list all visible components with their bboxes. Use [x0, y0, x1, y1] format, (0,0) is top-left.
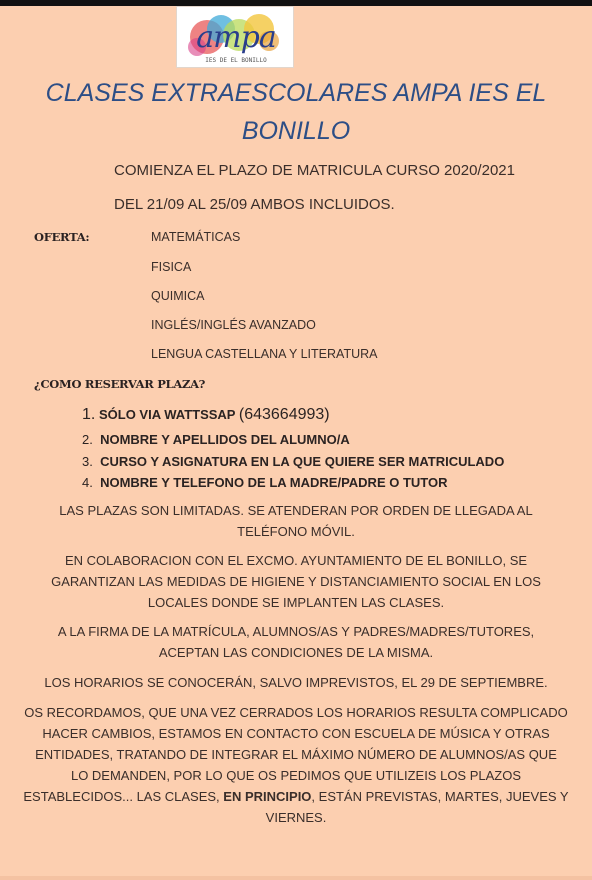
paragraph-line: OS RECORDAMOS, QUE UNA VEZ CERRADOS LOS HORARIOS RESULTA COMPLICADO [24, 705, 568, 720]
logo-text: ampa [196, 20, 276, 55]
emphasis-text: EN PRINCIPIO [223, 789, 312, 804]
paragraph-line: ACEPTAN LAS CONDICIONES DE LA MISMA. [158, 645, 434, 660]
paragraph-line: ENTIDADES, TRATANDO DE INTEGRAR EL MÁXIMO NÚMERO DE ALUMNOS/AS QUE [35, 747, 557, 762]
paragraph-line: GARANTIZAN LAS MEDIDAS DE HIGIENE Y DISTANCIAMIENTO SOCIAL EN LOS [51, 574, 541, 589]
offer-item-ingles: INGLÉS/INGLÉS AVANZADO [151, 318, 316, 332]
page-title-line-1: CLASES EXTRAESCOLARES AMPA IES EL [45, 79, 547, 107]
offer-label: OFERTA: [34, 230, 90, 244]
enrollment-line-2: DEL 21/09 AL 25/09 AMBOS INCLUIDOS. [114, 196, 395, 213]
offer-item-quimica: QUIMICA [151, 289, 205, 303]
paragraph-schedules [22, 672, 570, 693]
paragraph-limited-places [22, 500, 570, 542]
paragraph-line: EN COLABORACION CON EL EXCMO. AYUNTAMIENTO DE EL BONILLO, SE [64, 553, 528, 568]
paragraph-line: HACER CAMBIOS, ESTAMOS EN CONTACTO CON ESCUELA DE MÚSICA Y OTRAS [42, 726, 550, 741]
ampa-logo [176, 6, 294, 68]
reserve-step-2 [82, 432, 350, 447]
page-title-line-2: BONILLO [241, 117, 351, 145]
text-segment: , ESTÁN PREVISTAS, MARTES, JUEVES Y [311, 789, 569, 804]
text-segment: ESTABLECIDOS... LAS CLASES, [23, 789, 220, 804]
top-black-bar [0, 0, 592, 6]
step-number: 2. [82, 432, 93, 447]
paragraph-reminder [22, 702, 570, 828]
paragraph-line [22, 786, 570, 807]
phone-number: (643664993) [238, 406, 330, 423]
offer-item-matematicas: MATEMÁTICAS [151, 230, 241, 244]
reserve-step-3 [82, 454, 504, 469]
step-number: 4. [82, 475, 93, 490]
reserve-label: ¿COMO RESERVAR PLAZA? [34, 377, 206, 391]
logo-subtitle: IES DE EL BONILLO [205, 57, 267, 64]
step-text: CURSO Y ASIGNATURA EN LA QUE QUIERE SER MATRICULADO [100, 454, 505, 469]
paragraph-line: A LA FIRMA DE LA MATRÍCULA, ALUMNOS/AS Y PADRES/MADRES/TUTORES, [57, 624, 535, 639]
step-text: NOMBRE Y TELEFONO DE LA MADRE/PADRE O TUTOR [100, 475, 448, 490]
offer-item-fisica: FISICA [151, 260, 192, 274]
paragraph-collaboration [22, 550, 570, 613]
enrollment-line-1: COMIENZA EL PLAZO DE MATRICULA CURSO 2020/2021 [114, 162, 515, 179]
paragraph-line: VIERNES. [265, 810, 327, 825]
step-number: 3. [82, 454, 93, 469]
reserve-step-4 [82, 475, 448, 490]
offer-item-lengua: LENGUA CASTELLANA Y LITERATURA [151, 347, 378, 361]
reserve-step-1 [82, 406, 330, 424]
step-text: SÓLO VIA WATTSSAP [98, 407, 236, 422]
step-text: NOMBRE Y APELLIDOS DEL ALUMNO/A [100, 432, 350, 447]
paragraph-line: LOS HORARIOS SE CONOCERÁN, SALVO IMPREVISTOS, EL 29 DE SEPTIEMBRE. [44, 675, 548, 690]
paragraph-line: LOCALES DONDE SE IMPLANTEN LAS CLASES. [147, 595, 445, 610]
step-number: 1. [82, 406, 96, 423]
paragraph-line: LO DEMANDEN, POR LO QUE OS PEDIMOS QUE UTILIZEIS LOS PLAZOS [70, 768, 522, 783]
paragraph-signature [22, 621, 570, 663]
bottom-bar [0, 876, 592, 880]
paragraph-line: TELÉFONO MÓVIL. [237, 524, 355, 539]
paragraph-line: LAS PLAZAS SON LIMITADAS. SE ATENDERAN POR ORDEN DE LLEGADA AL [59, 503, 533, 518]
